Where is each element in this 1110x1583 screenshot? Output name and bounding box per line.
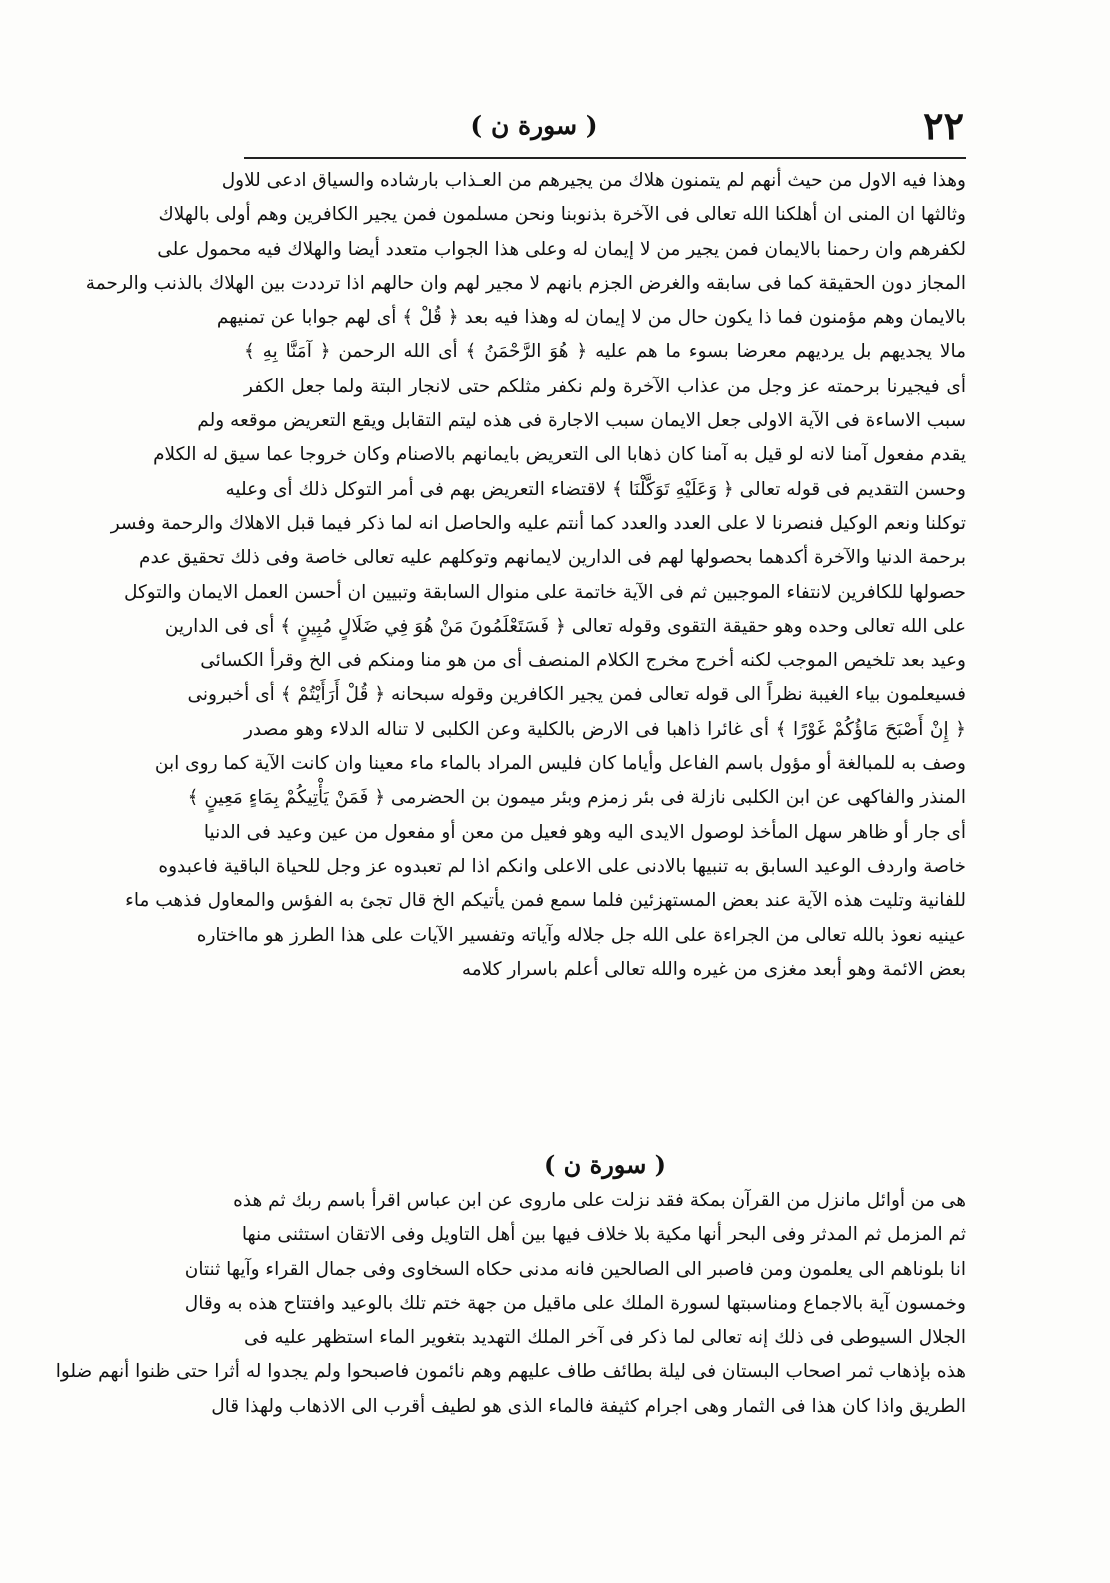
text-line: وثالثها ان المنى ان أهلكنا الله تعالى فى الآخرة بذنوبنا ونحن مسلمون فمن يجير الكافرين وهم أولى بالهلاك (158, 204, 966, 226)
running-title: ( سورة ن ) (470, 111, 598, 140)
text-line: توكلنا ونعم الوكيل فنصرنا لا على العدد والعدد كما أنتم عليه والحاصل انه لما ذكر فيما قبل الاهلاك والرحمة وفسر (110, 512, 966, 534)
text-line: أى فيجيرنا برحمته عز وجل من عذاب الآخرة ولم نكفر مثلكم حتى لانجار البتة ولما جعل الكفر (244, 375, 966, 397)
surah-introduction-text (55, 1184, 966, 1424)
text-line: أى جار أو ظاهر سهل المأخذ لوصول الايدى اليه وهو فعيل من معن أو مفعول من عين وعيد فى الدنيا (203, 821, 966, 843)
text-line: ثم المزمل ثم المدثر وفى البحر أنها مكية بلا خلاف فيها بين أهل التاويل وفى الاتقان استثنى منها (241, 1224, 966, 1246)
text-line: وصف به للمبالغة أو مؤول باسم الفاعل وأياما كان فليس المراد بالماء ماء معينا وان كانت الآية كما روى ابن (154, 753, 966, 775)
text-line: وعيد بعد تلخيص الموجب لكنه أخرج مخرج الكلام المنصف أى من هو منا ومنكم فى الخ وقرأ الكسائى (200, 650, 966, 672)
text-line: بعض الائمة وهو أبعد مغزى من غيره والله تعالى أعلم باسرار كلامه (461, 958, 966, 980)
text-line: الجلال السيوطى فى ذلك إنه تعالى لما ذكر فى آخر الملك التهديد بتغوير الماء استظهر عليه فى (244, 1327, 966, 1349)
text-line: وحسن التقديم فى قوله تعالى ﴿ وَعَلَيْهِ تَوَكَّلْنَا ﴾ لاقتضاء التعريض بهم فى أمر التوكل ذلك أى وعليه (225, 478, 966, 500)
text-line: يقدم مفعول آمنا لانه لو قيل به آمنا كان ذهابا الى التعريض بايمانهم بالاصنام وكان خروجا عما سيق له الكلام (153, 444, 966, 466)
text-line: للفانية وتليت هذه الآية عند بعض المستهزئين فلما سمع فمن يأتيكم الخ قال تجئ به الفؤس والمعاول فذهب ماء (125, 890, 966, 912)
text-line: وهذا فيه الاول من حيث أنهم لم يتمنون هلاك من يجيرهم من العـذاب بارشاده والسياق ادعى للاول (221, 170, 966, 191)
text-line: برحمة الدنيا والآخرة أكدهما بحصولها لهم فى الدارين لايمانهم وتوكلهم عليه تعالى خاصة وفى ذلك تحقيق عدم (139, 547, 966, 569)
text-line: على الله تعالى وحده وهو حقيقة التقوى وقوله تعالى ﴿ فَسَتَعْلَمُونَ مَنْ هُوَ فِي ضَلَالٍ مُبِينٍ ﴾ أى فى الدارين (164, 615, 966, 637)
header-rule (244, 157, 966, 159)
text-line: انا بلوناهم الى يعلمون ومن فاصبر الى الصالحين فانه مدنى حكاه السخاوى وفى جمال القراء وآيها ثنتان (184, 1258, 966, 1280)
text-line: سبب الاساءة فى الآية الاولى جعل الايمان سبب الاجارة فى هذه ليتم التقابل ويقع التعريض موقعه ولم (197, 410, 966, 432)
page-header (244, 100, 964, 158)
page-number: ٢٢ (923, 103, 964, 148)
text-line: خاصة واردف الوعيد السابق به تنبيها بالادنى على الاعلى وانكم اذا لم تعبدوه عز وجل للحياة الباقية فاعبدوه (158, 855, 966, 877)
text-line: هى من أوائل مانزل من القرآن بمكة فقد نزلت على ماروى عن ابن عباس اقرأ باسم ربك ثم هذه (233, 1190, 966, 1211)
text-line: حصولها للكافرين لانتفاء الموجبين ثم فى الآية خاتمة على منوال السابقة وتبيين ان أحسن العمل الايمان والتوكل (123, 581, 966, 603)
text-line: ﴿ إِنْ أَصْبَحَ مَاؤُكُمْ غَوْرًا ﴾ أى غائرا ذاهبا فى الارض بالكلية وعن الكلبى لا تناله الدلاء وهو مصدر (244, 718, 966, 740)
text-line: فسيعلمون بياء الغيبة نظراً الى قوله تعالى فمن يجير الكافرين وقوله سبحانه ﴿ قُلْ أَرَأَيْتُمْ ﴾ أى أخبرونى (187, 684, 966, 706)
surah-heading: ( سورة ن ) (543, 1150, 667, 1179)
text-line: هذه بإذهاب ثمر اصحاب البستان فى ليلة بطائف طاف عليهم وهم نائمون فاصبحوا ولم يجدوا له أثرا حتى ظنوا أنهم ضلوا (55, 1361, 966, 1383)
text-line: المجاز دون الحقيقة كما فى سابقه والغرض الجزم بانهم لا مجير لهم وان حالهم اذا ترددت بين الهلاك بالذنب والرحمة (85, 272, 966, 294)
text-line: الطريق واذا كان هذا فى الثمار وهى اجرام كثيفة فالماء الذى هو لطيف أقرب الى الاذهاب ولهذا قال (211, 1395, 966, 1417)
text-line: وخمسون آية بالاجماع ومناسبتها لسورة الملك على ماقيل من جهة ختم تلك بالوعيد وافتتاح هذه به وقال (184, 1292, 966, 1314)
text-line: لكفرهم وان رحمنا بالايمان فمن يجير من لا إيمان له وعلى هذا الجواب متعدد أيضا والهلاك فيه محمول على (157, 238, 966, 260)
text-line: بالايمان وهم مؤمنون فما ذا يكون حال من لا إيمان له وهذا فيه بعد ﴿ قُلْ ﴾ أى لهم جوابا عن تمنيهم (216, 307, 966, 329)
text-line: مالا يجديهم بل يرديهم معرضا بسوء ما هم عليه ﴿ هُوَ الرَّحْمَنُ ﴾ أى الله الرحمن ﴿ آمَنَّا بِهِ ﴾ (244, 341, 966, 363)
commentary-text (85, 164, 966, 987)
text-line: عينيه نعوذ بالله تعالى من الجراءة على الله جل جلاله وآياته وتفسير الآيات على هذا الطرز هو مااختاره (196, 924, 966, 946)
text-line: المنذر والفاكهى عن ابن الكلبى نازلة فى بئر زمزم وبئر ميمون بن الحضرمى ﴿ فَمَنْ يَأْتِيكُمْ بِمَاءٍ مَعِينٍ ﴾ (187, 787, 966, 809)
